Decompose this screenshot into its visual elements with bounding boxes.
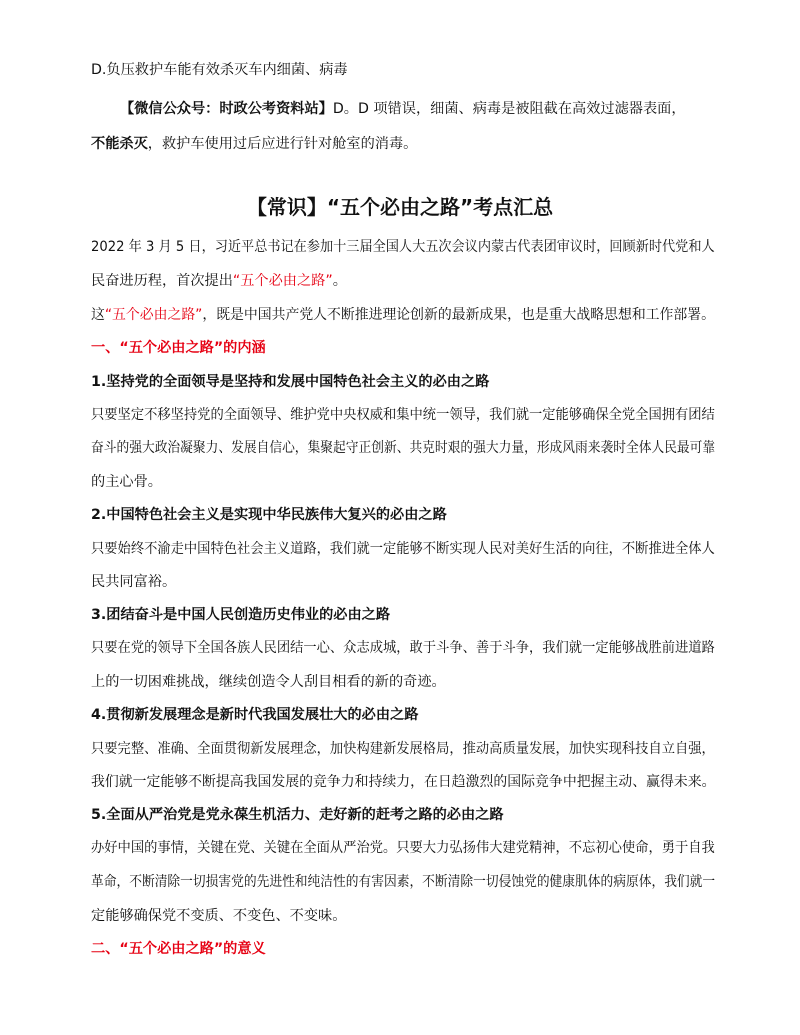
point-5-line-1: 办好中国的事情，关键在党、关键在全面从严治党。只要大力弘扬伟大建党精神，不忘初心使命，勇于自我	[91, 840, 715, 856]
section-heading-2: 二、“五个必由之路”的意义	[91, 941, 266, 957]
point-3-line-2: 上的一切困难挑战，继续创造令人刮目相看的新的奇迹。	[91, 674, 446, 690]
source-label: 【微信公众号：时政公考资料站】	[120, 101, 333, 117]
intro-paragraph-line-2	[91, 271, 347, 291]
answer-bold-phrase: 不能杀灭	[91, 136, 148, 152]
intro-text: 民奋进历程，首次提出	[91, 273, 233, 289]
point-1-line-1: 只要坚定不移坚持党的全面领导、维护党中央权威和集中统一领导，我们就一定能够确保全党全国拥有团结	[91, 407, 715, 423]
answer-text-2: ，救护车使用过后应进行针对舱室的消毒。	[147, 136, 418, 152]
point-heading-2: 2.中国特色社会主义是实现中华民族伟大复兴的必由之路	[91, 507, 447, 523]
section-heading-1: 一、“五个必由之路”的内涵	[91, 340, 266, 356]
article-title: 【常识】“五个必由之路”考点汇总	[246, 195, 554, 219]
point-heading-1: 1.坚持党的全面领导是坚持和发展中国特色社会主义的必由之路	[91, 374, 490, 390]
intro-end: 。	[332, 273, 347, 289]
answer-explanation-line-1	[120, 99, 686, 119]
intro2-pre: 这	[91, 307, 105, 323]
intro2-post: ，既是中国共产党人不断推进理论创新的最新成果，也是重大战略思想和工作部署。	[202, 307, 715, 323]
point-4-line-1: 只要完整、准确、全面贯彻新发展理念，加快构建新发展格局，推动高质量发展，加快实现科技自立自强，	[91, 741, 715, 757]
point-heading-5: 5.全面从严治党是党永葆生机活力、走好新的赶考之路的必由之路	[91, 807, 504, 823]
point-heading-3: 3.团结奋斗是中国人民创造历史伟业的必由之路	[91, 607, 391, 623]
intro-paragraph-line-1: 2022 年 3 月 5 日，习近平总书记在参加十三届全国人大五次会议内蒙古代表团审议时，回顾新时代党和人	[91, 239, 715, 255]
answer-text-1: D。D 项错误，细菌、病毒是被阻截在高效过滤器表面，	[332, 101, 686, 117]
highlight-five-paths: “五个必由之路”	[232, 273, 333, 289]
point-4-line-2: 我们就一定能够不断提高我国发展的竞争力和持续力，在日趋激烈的国际竞争中把握主动、赢得未来。	[91, 774, 716, 790]
highlight-five-paths-2: “五个必由之路”	[104, 307, 203, 323]
point-2-line-1: 只要始终不渝走中国特色社会主义道路，我们就一定能够不断实现人民对美好生活的向往，不断推进全体人	[91, 541, 715, 557]
point-3-line-1: 只要在党的领导下全国各族人民团结一心、众志成城，敢于斗争、善于斗争，我们就一定能够战胜前进道路	[91, 640, 715, 656]
point-heading-4: 4.贯彻新发展理念是新时代我国发展壮大的必由之路	[91, 707, 419, 723]
intro-paragraph-2	[91, 305, 715, 325]
point-5-line-3: 定能够确保党不变质、不变色、不变味。	[91, 908, 347, 924]
previous-option-d: D.负压救护车能有效杀灭车内细菌、病毒	[91, 62, 348, 78]
point-1-line-3: 的主心骨。	[91, 474, 162, 490]
point-1-line-2: 奋斗的强大政治凝聚力、发展自信心，集聚起守正创新、共克时艰的强大力量，形成风雨来袭时全体人民最可靠	[91, 440, 716, 456]
point-5-line-2: 革命，不断清除一切损害党的先进性和纯洁性的有害因素，不断清除一切侵蚀党的健康肌体的病原体，我们就一	[91, 874, 716, 890]
answer-explanation-line-2	[91, 134, 417, 154]
point-2-line-2: 民共同富裕。	[91, 574, 177, 590]
